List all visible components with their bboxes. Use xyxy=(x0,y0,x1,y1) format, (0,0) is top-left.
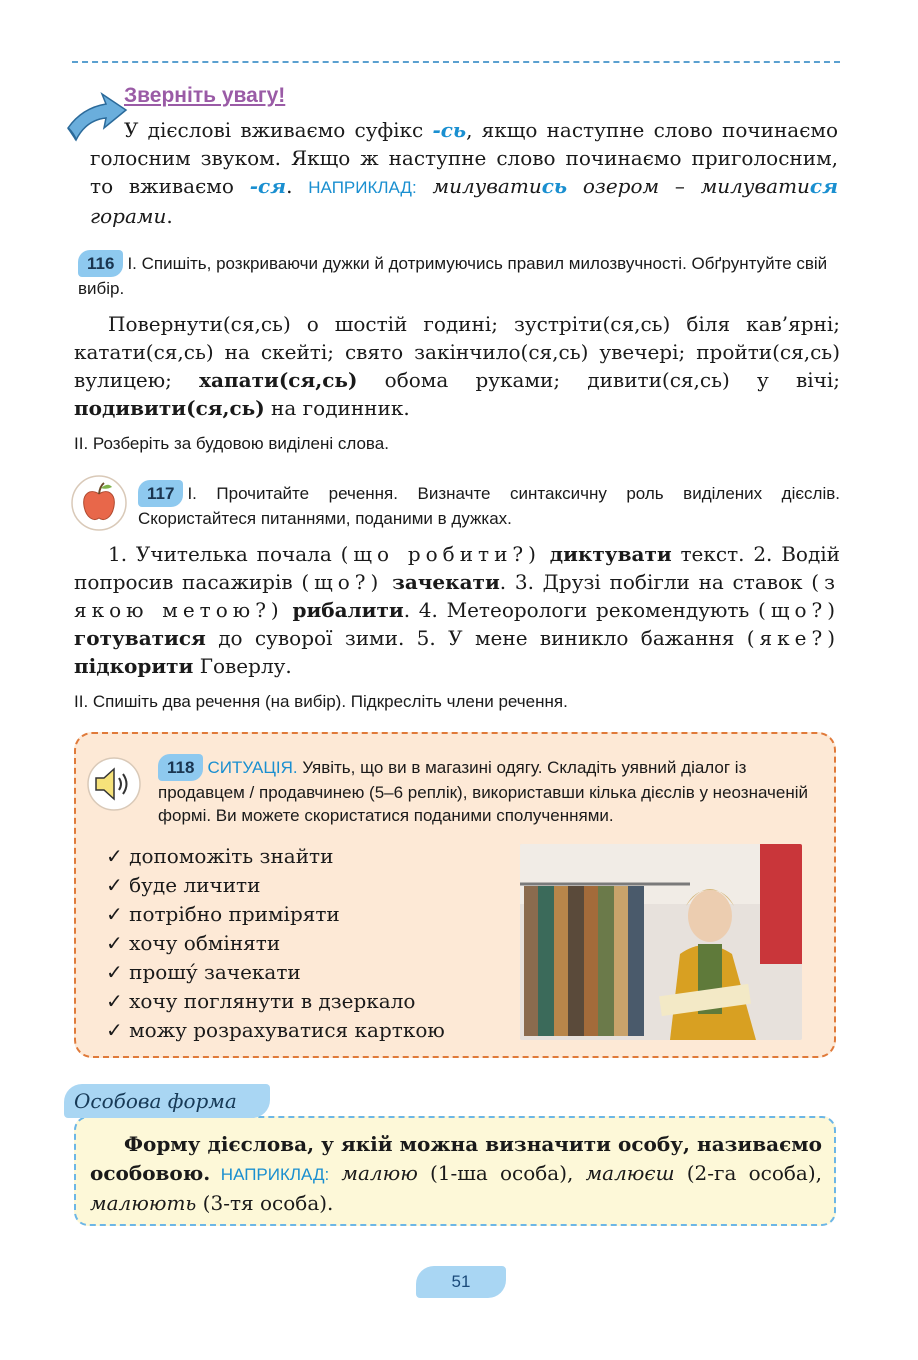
list-item: ✓ буде личити xyxy=(106,871,445,900)
ex117-task: 117 І. Прочитайте речення. Визначте синтаксичну роль виділених дієслів. Скористайтеся питаннями, поданими в дужках. xyxy=(138,480,840,530)
definition-tag: Особова форма xyxy=(64,1084,270,1118)
ex116-task: 116 І. Спишіть, розкриваючи дужки й дотримуючись правил милозвучності. Обґрунтуйте свій вибір. xyxy=(78,250,840,300)
shop-photo xyxy=(520,844,802,1040)
list-item: ✓ потрібно приміряти xyxy=(106,900,445,929)
ex116-number: 116 xyxy=(78,250,123,277)
attention-title: Зверніть увагу! xyxy=(124,84,286,107)
ex117-task2: ІІ. Спишіть два речення (на вибір). Підкресліть члени речення. xyxy=(74,692,568,711)
apple-icon xyxy=(70,474,128,532)
list-item: ✓ хочу поглянути в дзеркало xyxy=(106,987,445,1016)
speaker-icon xyxy=(86,756,142,812)
list-item: ✓ можу розрахуватися карткою xyxy=(106,1016,445,1045)
phrase-list xyxy=(106,842,445,1045)
list-item: ✓ допоможіть знайти xyxy=(106,842,445,871)
attention-text: У дієслові вживаємо суфікс -сь, якщо наступне слово починаємо голосним звуком. Якщо ж наступне слово починаємо приголосним, то вживаємо -ся. НАПРИКЛАД: милуватись озером – милуватися горами. xyxy=(90,118,839,228)
list-item: ✓ прошу́ зачекати xyxy=(106,958,445,987)
page-number: 51 xyxy=(416,1266,506,1298)
ex116-task2: ІІ. Розберіть за будовою виділені слова. xyxy=(74,434,389,453)
ex118-task: 118 СИТУАЦІЯ. Уявіть, що ви в магазині одягу. Складіть уявний діалог із продавцем / продавчинею (5–6 реплік), використавши кілька дієслів у неозначеній формі. Ви можете скористатися поданими сполученнями. xyxy=(158,754,826,827)
top-divider xyxy=(72,61,840,63)
ex116-text: Повернути(ся,сь) о шостій годині; зустріти(ся,сь) біля кав’ярні; катати(ся,сь) на скейті; свято закінчило(ся,сь) увечері; пройти(ся,сь) вулицею; хапати(ся,сь) обома руками; дивити(ся,сь) у вічі; подивити(ся,сь) на годинник. xyxy=(74,312,840,420)
ex117-number: 117 xyxy=(138,480,183,507)
list-item: ✓ хочу обміняти xyxy=(106,929,445,958)
ex117-text: 1. Учителька почала (що робити?) диктувати текст. 2. Водій попросив пасажирів (що?) зачекати. 3. Друзі побігли на ставок (з якою метою?) рибалити. 4. Метеорологи рекомендують (що?) готуватися до суворої зими. 5. У мене виникло бажання (яке?) підкорити Говерлу. xyxy=(74,542,841,678)
definition-text: Форму дієслова, у якій можна визначити особу, називаємо особовою. НАПРИКЛАД: малюю (1-ша особа), малюєш (2-га особа), малюють (3-тя особа). xyxy=(90,1132,822,1215)
ex118-number: 118 xyxy=(158,754,203,781)
